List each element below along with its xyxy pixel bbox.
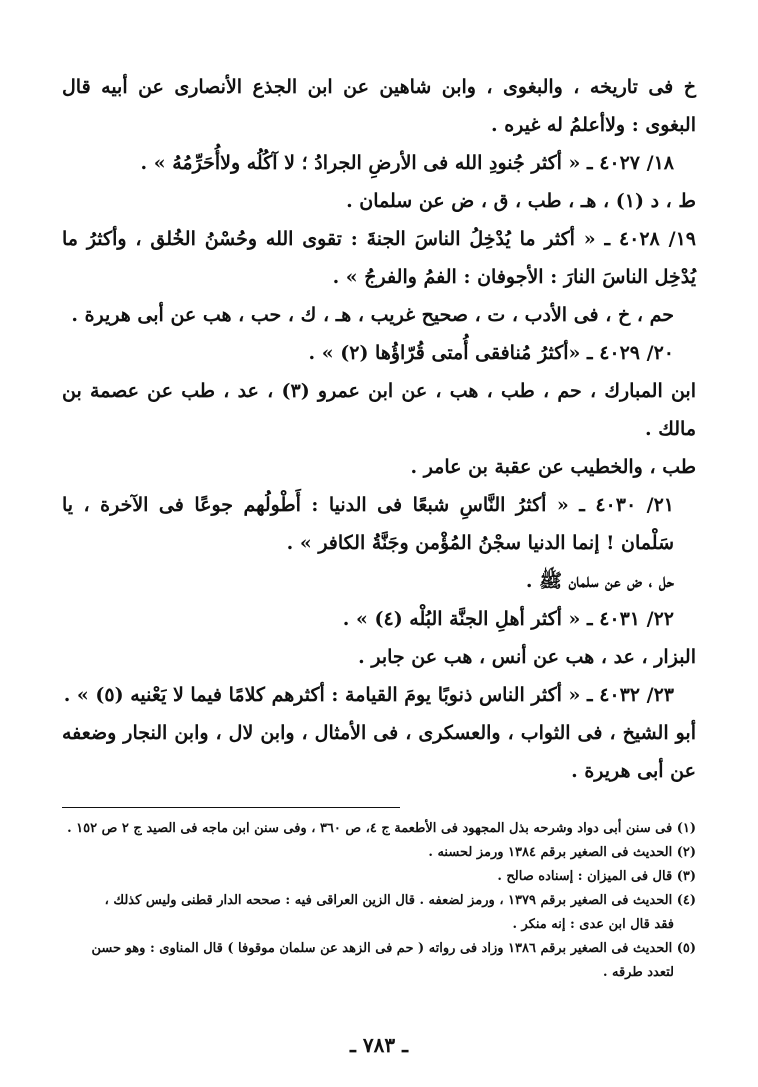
source-4028: حم ، خ ، فى الأدب ، ت ، صحيح غريب ، هـ ، ك ، حب ، هب عن أبى هريرة . xyxy=(71,304,674,326)
footnote-5-continued: لتعدد طرقه . xyxy=(602,965,674,980)
footnote-4-continued: فقد قال ابن عدى : إنه منكر . xyxy=(512,917,674,932)
source-4027: ط ، د (١) ، هـ ، طب ، ق ، ض عن سلمان . xyxy=(346,190,696,212)
footnote-5: (٥) الحديث فى الصغير برقم ١٣٨٦ وزاد فى رواته ( حم فى الزهد عن سلمان موقوفا ) قال المناوى : وهو حسن xyxy=(91,941,696,956)
paragraph-intro: خ فى تاريخه ، والبغوى ، وابن شاهين عن ابن الجذع الأنصارى عن أبيه قال البغوى : ولاأعلمُ له غيره . xyxy=(62,76,696,136)
footnote-3: (٣) قال فى الميزان : إسناده صالح . xyxy=(497,869,696,884)
source-4030: حل ، ض عن سلمان ﷺ . xyxy=(525,570,674,592)
footnote-4: (٤) الحديث فى الصغير برقم ١٣٧٩ ، ورمز لضعفه . قال الزين العراقى فيه : صححه الدار قطنى وليس كذلك ، xyxy=(104,893,696,908)
hadith-4029: ٢٠/ ٤٠٢٩ ـ «أكثرُ مُنافقى أُمتى قُرّاؤُها (٢) » . xyxy=(308,342,674,364)
footnote-separator xyxy=(62,807,400,808)
source-4029-b: طب ، والخطيب عن عقبة بن عامر . xyxy=(410,456,696,478)
source-4029-a: ابن المبارك ، حم ، طب ، هب ، عن ابن عمرو (٣) ، عد ، طب عن عصمة بن مالك . xyxy=(62,380,697,440)
source-4031: البزار ، عد ، هب عن أنس ، هب عن جابر . xyxy=(358,646,696,668)
page-number: ـ ٧٨٣ ـ xyxy=(350,1033,408,1057)
main-text xyxy=(62,68,696,790)
hadith-4028: ١٩/ ٤٠٢٨ ـ « أكثر ما يُدْخِلُ الناسَ الجنةَ : تقوى الله وحُسْنُ الخُلق ، وأكثرُ ما يُدْخِل الناسَ النارَ : الأجوفان : الفمُ والفرجُ » . xyxy=(62,228,696,288)
hadith-4030: ٢١/ ٤٠٣٠ ـ « أكثرُ النَّاسِ شبعًا فى الدنيا : أَطْولُهم جوعًا فى الآخرة ، يا سَلْمان ! إنما الدنيا سجْنُ المُؤْمن وجَنَّةُ الكافر » . xyxy=(62,494,674,554)
hadith-4027: ١٨/ ٤٠٢٧ ـ « أكثر جُنودِ الله فى الأرضِ الجرادُ ؛ لا آكُلُه ولاأُحَرِّمُهُ » . xyxy=(140,152,674,174)
source-4032: أبو الشيخ ، فى الثواب ، والعسكرى ، فى الأمثال ، وابن لال ، وابن النجار وضعفه عن أبى هريرة . xyxy=(62,722,696,782)
footnotes xyxy=(62,817,696,985)
hadith-4031: ٢٢/ ٤٠٣١ ـ « أكثر أهلِ الجنَّة البُلْه (٤) » . xyxy=(342,608,674,630)
footnote-2: (٢) الحديث فى الصغير برقم ١٣٨٤ ورمز لحسنه . xyxy=(428,845,696,860)
footnote-1: (١) فى سنن أبى دواد وشرحه بذل المجهود فى الأطعمة ج ٤، ص ٣٦٠ ، وفى سنن ابن ماجه فى الصيد ج ٢ ص ١٥٢ . xyxy=(67,821,696,836)
hadith-4032: ٢٣/ ٤٠٣٢ ـ « أكثر الناس ذنوبًا يومَ القيامة : أكثرهم كلامًا فيما لا يَعْنيه (٥) » . xyxy=(63,684,674,706)
